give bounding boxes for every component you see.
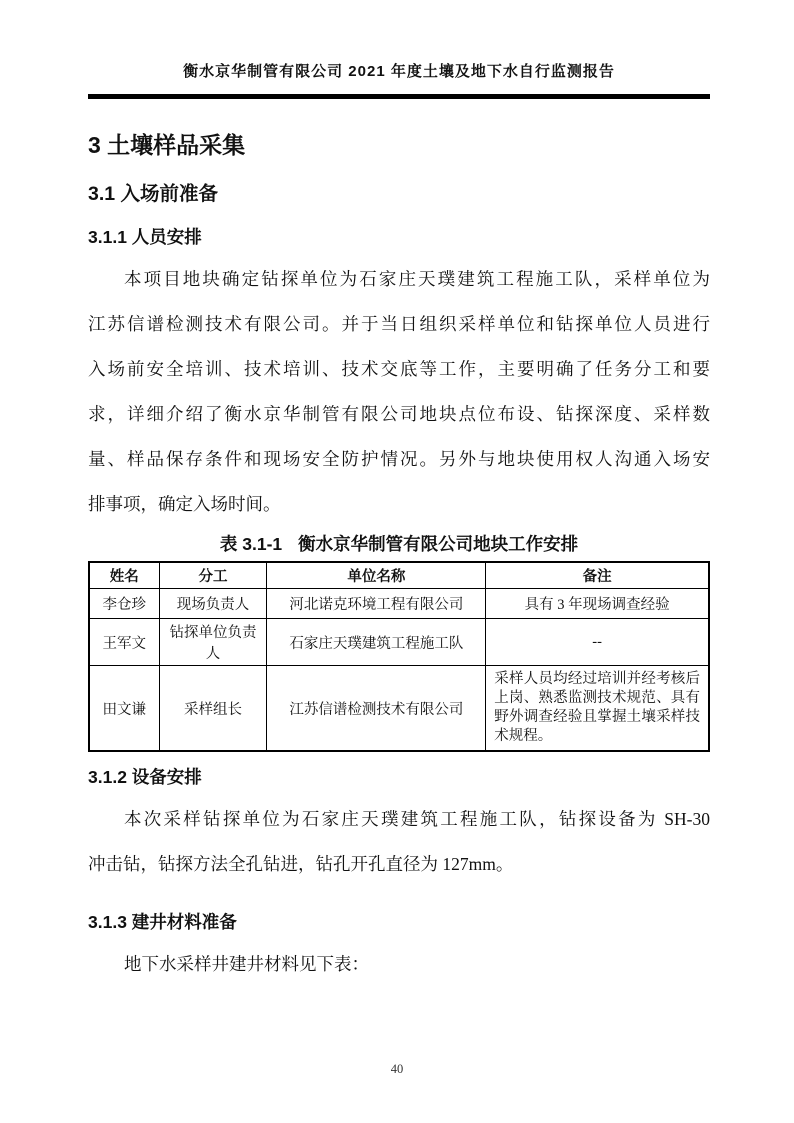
paragraph-line: 本项目地块确定钻探单位为石家庄天璞建筑工程施工队，采样单位为	[124, 269, 710, 289]
header-double-rule	[88, 94, 710, 99]
paragraph-personnel	[88, 257, 710, 527]
running-header-title: 衡水京华制管有限公司 2021 年度土壤及地下水自行监测报告	[183, 63, 615, 80]
cell-unit: 河北诺克环境工程有限公司	[267, 589, 486, 619]
table-header-row	[89, 562, 709, 589]
cell-unit: 江苏信谱检测技术有限公司	[267, 666, 486, 752]
cell-role: 采样组长	[159, 666, 267, 752]
cell-unit: 石家庄天璞建筑工程施工队	[267, 619, 486, 666]
cell-name: 王军文	[89, 619, 159, 666]
col-header-name: 姓名	[89, 562, 159, 589]
table-row	[89, 666, 709, 752]
table-caption-label: 表 3.1-1	[219, 534, 283, 554]
col-header-remark: 备注	[486, 562, 709, 589]
table-caption	[88, 529, 710, 559]
cell-role: 现场负责人	[159, 589, 267, 619]
table-caption-title: 衡水京华制管有限公司地块工作安排	[298, 534, 579, 554]
paragraph-line: 入场前安全培训、技术培训、技术交底等工作，主要明确了任务分工和要	[88, 359, 710, 379]
section-heading-3-1-2: 3.1.2 设备安排	[88, 767, 202, 787]
cell-name: 李仓珍	[89, 589, 159, 619]
table-row	[89, 589, 709, 619]
paragraph-line: 本次采样钻探单位为石家庄天璞建筑工程施工队，钻探设备为 SH-30	[124, 809, 710, 829]
section-heading-3-1-3: 3.1.3 建井材料准备	[88, 912, 237, 932]
section-heading-3-1: 3.1 入场前准备	[88, 183, 219, 205]
page-number: 40	[390, 1062, 404, 1076]
cell-remark: 具有 3 年现场调查经验	[486, 589, 709, 619]
cell-name: 田文谦	[89, 666, 159, 752]
col-header-role: 分工	[159, 562, 267, 589]
paragraph-well-materials	[88, 942, 710, 987]
work-arrangement-table	[88, 561, 710, 752]
cell-remark: --	[486, 619, 709, 666]
cell-role: 钻探单位负责人	[159, 619, 267, 666]
paragraph-line: 江苏信谱检测技术有限公司。并于当日组织采样单位和钻探单位人员进行	[88, 314, 710, 334]
section-heading-3-1-1: 3.1.1 人员安排	[88, 227, 202, 247]
section-heading-3: 3 土壤样品采集	[88, 132, 246, 158]
paragraph-line: 地下水采样井建井材料见下表：	[124, 954, 369, 974]
paragraph-line: 量、样品保存条件和现场安全防护情况。另外与地块使用权人沟通入场安	[88, 449, 710, 469]
paragraph-line: 求，详细介绍了衡水京华制管有限公司地块点位布设、钻探深度、采样数	[88, 404, 710, 424]
table-row	[89, 619, 709, 666]
paragraph-equipment	[88, 797, 710, 887]
cell-remark: 采样人员均经过培训并经考核后上岗、熟悉监测技术规范、具有野外调查经验且掌握土壤采样技术规程。	[486, 666, 709, 752]
paragraph-line: 排事项，确定入场时间。	[88, 494, 281, 514]
paragraph-line: 冲击钻，钻探方法全孔钻进，钻孔开孔直径为 127mm。	[88, 854, 514, 874]
col-header-unit: 单位名称	[267, 562, 486, 589]
